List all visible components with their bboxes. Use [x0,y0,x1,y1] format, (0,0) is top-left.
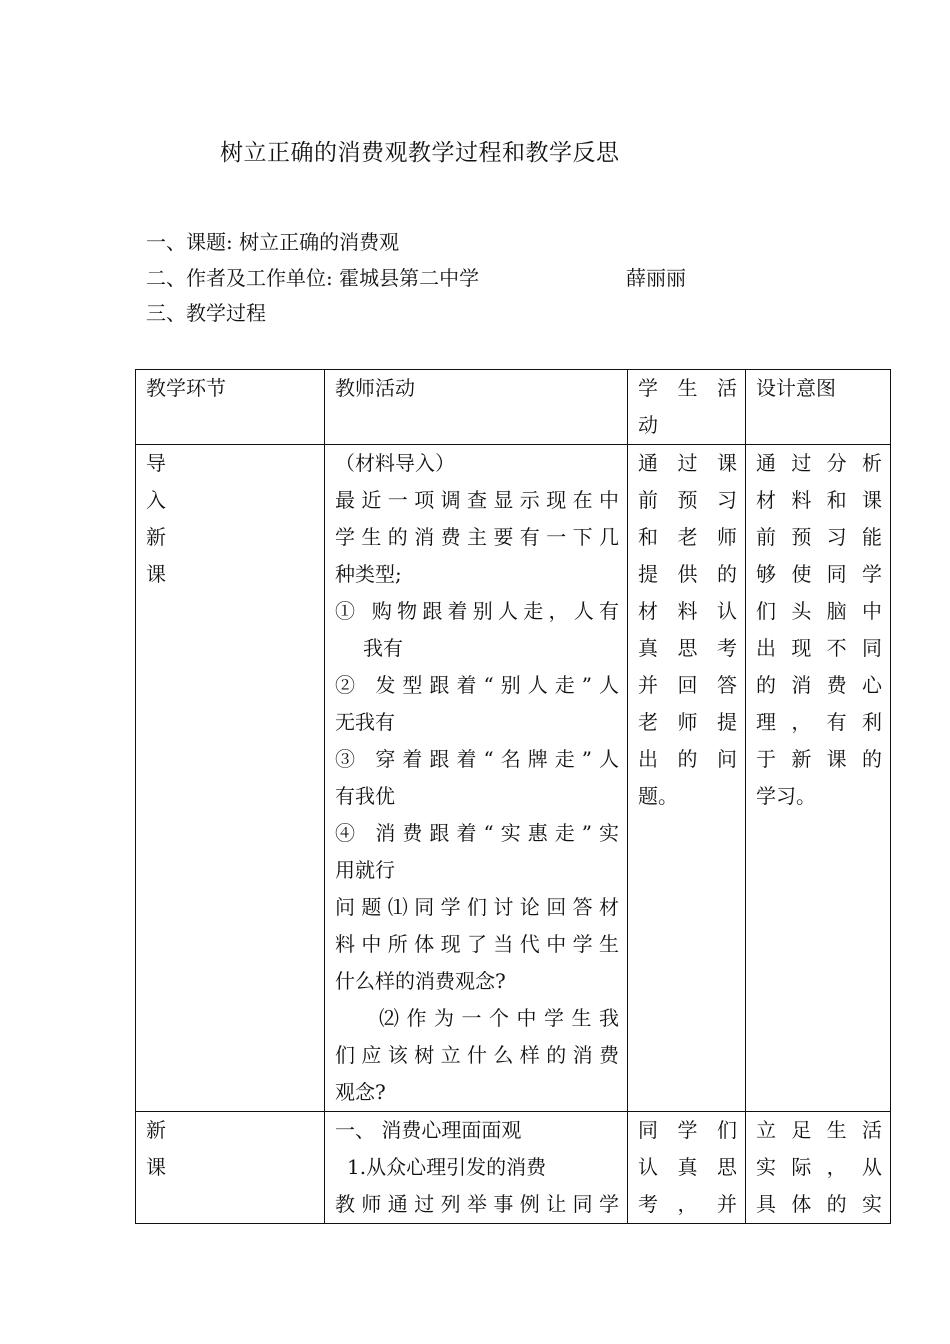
teaching-process-table [135,369,891,1224]
header-student-activity: 学 生 活 动 [628,370,746,445]
section-heading: 三、教学过程 [146,301,266,325]
table-row [136,445,891,1112]
header-teacher-activity: 教师活动 [325,370,628,445]
author-name: 薛丽丽 [626,266,686,290]
design-intent-cell: 通过分析 材料和课 前预习能 够使同学 们头脑中 出现不同 的消费心 理，有利 于新课的 学习。 [746,445,891,1112]
table-row [136,1112,891,1224]
student-activity-cell: 通过课 前预习 和老师 提供的 材料认 真思考 并回答 老师提 出的问 题。 [628,445,746,1112]
teacher-activity-cell: （材料导入） 最近一项调查显示现在中 学生的消费主要有一下几 种类型; ① 购物跟着别人走，人有 我有 ② 发型跟着“别人走”人 无我有 ③ 穿着跟着“名牌走”人 有我优 ④ 消费跟着“实惠走”实 用就行 问题⑴同学们讨论回答材 料中所体现了当代中学生 什么样的消费观念? ⑵作为一个中学生我 们应该树立什么样的消费 观念? [325,445,628,1112]
page-title: 树立正确的消费观教学过程和教学反思 [220,140,620,166]
stage-cell: 导 入 新 课 [136,445,325,1112]
header-design-intent: 设计意图 [746,370,891,445]
design-intent-cell: 立足生活 实际，从 具体的实 [746,1112,891,1224]
student-activity-cell: 同学们 认真思 考，并 [628,1112,746,1224]
header-stage: 教学环节 [136,370,325,445]
teacher-activity-cell: 一、 消费心理面面观 1.从众心理引发的消费 教师通过列举事例让同学 [325,1112,628,1224]
author-unit: 二、作者及工作单位: 霍城县第二中学 [146,266,480,290]
table-header-row [136,370,891,445]
topic-line: 一、课题: 树立正确的消费观 [146,230,400,254]
author-line [146,262,686,291]
stage-cell: 新 课 [136,1112,325,1224]
